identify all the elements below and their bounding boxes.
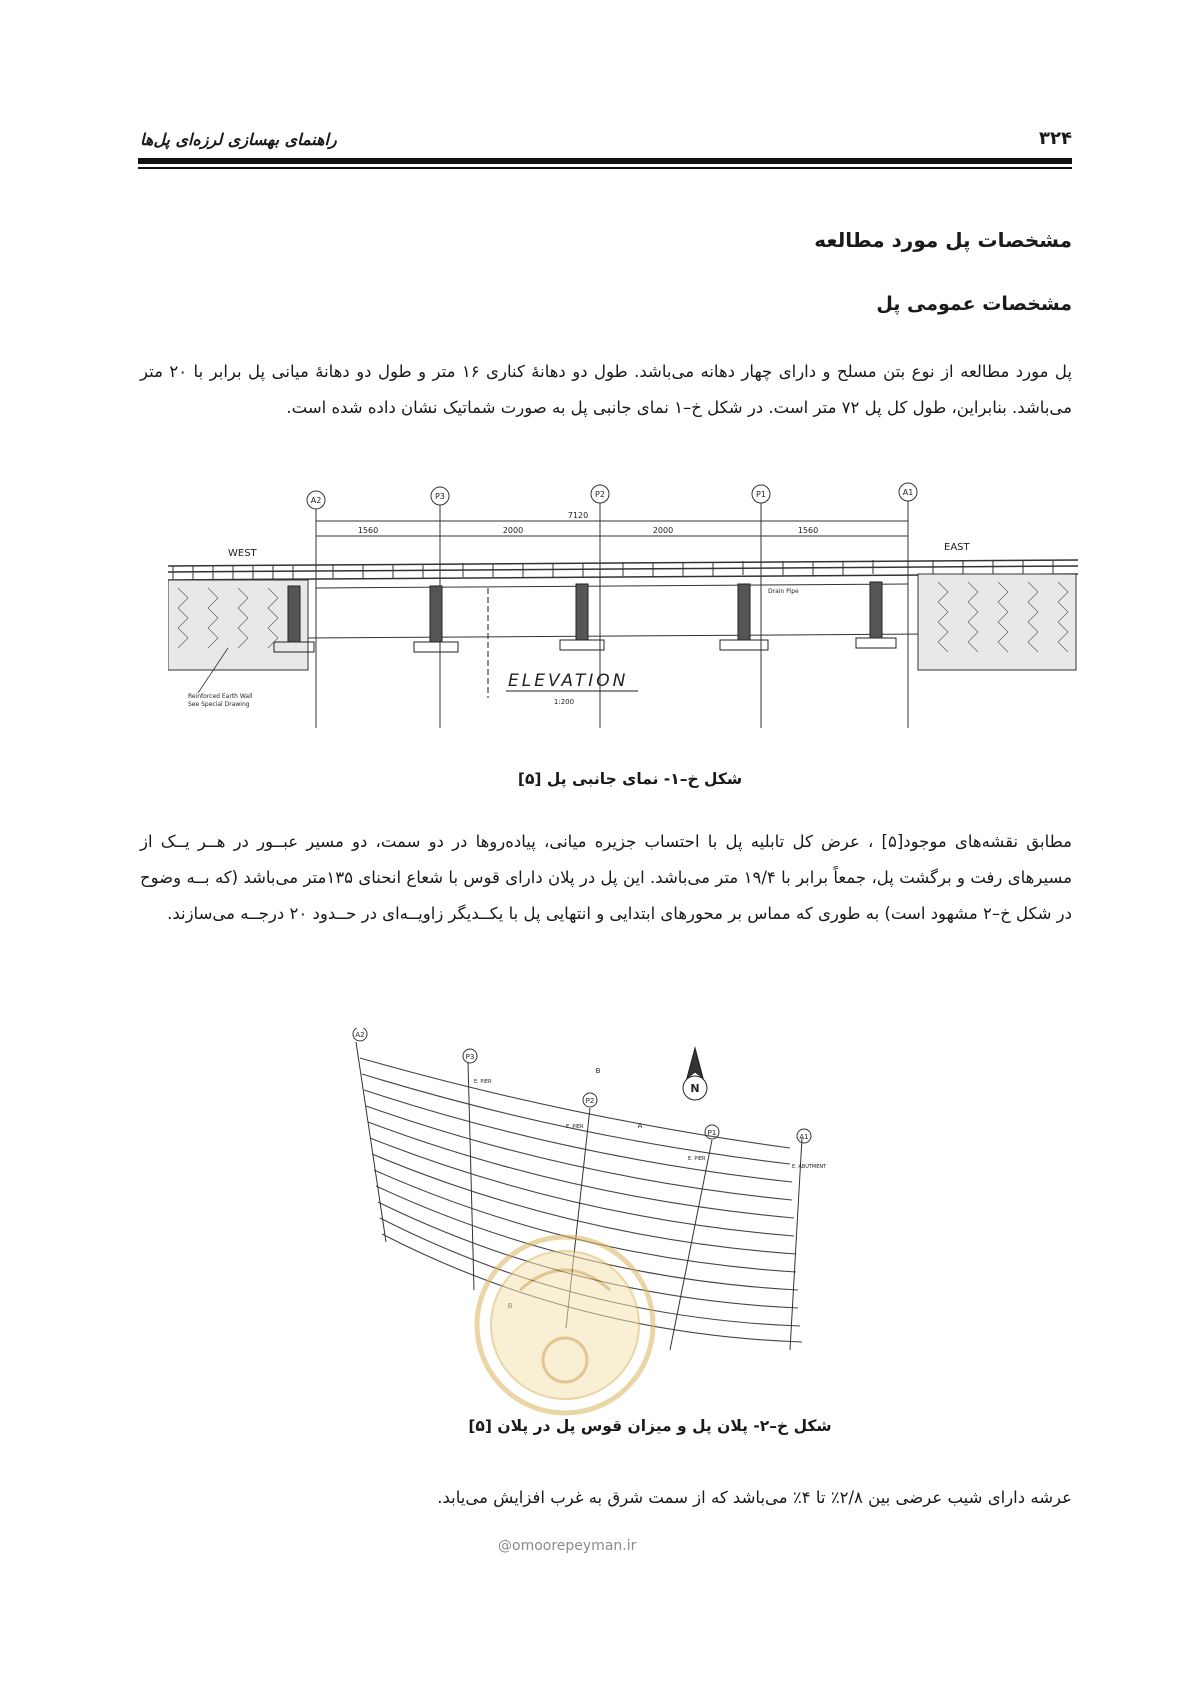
elev-axis-label: P3: [435, 492, 445, 501]
plan-axis-label: P3: [465, 1053, 475, 1061]
plan-axis-label: P1: [707, 1129, 717, 1137]
figure-elevation: [168, 468, 1078, 750]
elev-axis-label: A1: [902, 488, 914, 497]
plan-pier-label: E. PIER: [474, 1079, 492, 1085]
running-header-title: راهنمای بهسازی لرزه‌ای پل‌ها: [140, 130, 337, 149]
elevation-drawing: [168, 468, 1078, 750]
paragraph-cross-slope: عرشه دارای شیب عرضی بین ۲/۸٪ تا ۴٪ می‌باشد که از سمت شرق به غرب افزایش می‌یابد.: [437, 1488, 1072, 1507]
page-number: ۳۲۴: [1039, 128, 1072, 149]
elev-axis-label: A2: [310, 496, 322, 505]
figure1-caption: شکل خ–۱- نمای جانبی پل [۵]: [517, 770, 743, 788]
north-arrow-label: N: [690, 1082, 700, 1095]
elev-drain-note: Drain Pipe: [768, 588, 799, 595]
plan-axis-label: P2: [585, 1097, 595, 1105]
paragraph-intro: پل مورد مطالعه از نوع بتن مسلح و دارای چهار دهانه می‌باشد. طول دو دهانهٔ کناری ۱۶ متر و طول دو دهانهٔ میانی پل برابر با ۲۰ متر می‌باشد. بنابراین، طول کل پل ۷۲ متر است. در شکل خ–۱ نمای جانبی پل به صورت شماتیک نشان داده شده است.: [140, 362, 1073, 417]
elev-title: ELEVATION: [508, 671, 629, 691]
section-heading: مشخصات پل مورد مطالعه: [814, 228, 1072, 252]
watermark-seal: [470, 1230, 660, 1420]
paragraph-deck-width: مطابق نقشه‌های موجود[۵] ، عرض کل تابلیه پل با احتساب جزیره میانی، پیاده‌روها در دو سمت، دو مسیر عبــور در هــر یــک از مسیرهای رفت و برگشت پل، جمعاً برابر با ۱۹/۴ متر می‌باشد. این پل در پلان دارای قوس با شعاع انحنای ۱۳۵متر می‌باشد (که بــه وضوح در شکل خ–۲ مشهود است) به طوری که مماس بر محورهای ابتدایی و انتهایی پل با یکــدیگر زاویــه‌ای در حــدود ۲۰ درجــه می‌سازند.: [140, 832, 1073, 923]
elev-dim-total: 7120: [567, 511, 589, 520]
elev-dim: 2000: [652, 526, 674, 535]
elev-dim: 1560: [357, 526, 379, 535]
plan-pier-label: E. PIER: [566, 1124, 584, 1130]
elev-axis-label: P1: [756, 490, 766, 499]
watermark-site-text: omoorepeyman.ir: [512, 1538, 637, 1554]
header-rule-thick: [138, 158, 1072, 164]
plan-axis-label: A2: [355, 1031, 365, 1039]
plan-abutment-label: E. ABUTMENT: [792, 1164, 827, 1170]
elev-wall-note: Reinforced Earth Wall: [188, 693, 253, 700]
elev-wall-note2: See Special Drawing: [188, 701, 250, 708]
at-icon: @: [498, 1538, 512, 1554]
elev-east-label: EAST: [944, 542, 970, 553]
subsection-heading: مشخصات عمومی پل: [876, 293, 1072, 315]
plan-pier-label: E. PIER: [688, 1156, 706, 1162]
elev-west-label: WEST: [228, 548, 257, 559]
figure2-caption: شکل خ–۲- پلان پل و میزان قوس پل در پلان [۵]: [468, 1417, 832, 1435]
elev-dim: 1560: [797, 526, 819, 535]
plan-axis-label: A1: [799, 1133, 809, 1141]
elev-scale: 1:200: [553, 698, 575, 706]
plan-section-mark: A: [637, 1122, 643, 1130]
elev-axis-label: P2: [595, 490, 605, 499]
watermark-site: [498, 1538, 636, 1554]
elev-dim: 2000: [502, 526, 524, 535]
header-rule-thin: [138, 167, 1072, 169]
seal-graphic: [470, 1230, 660, 1420]
plan-section-mark: B: [595, 1067, 601, 1075]
